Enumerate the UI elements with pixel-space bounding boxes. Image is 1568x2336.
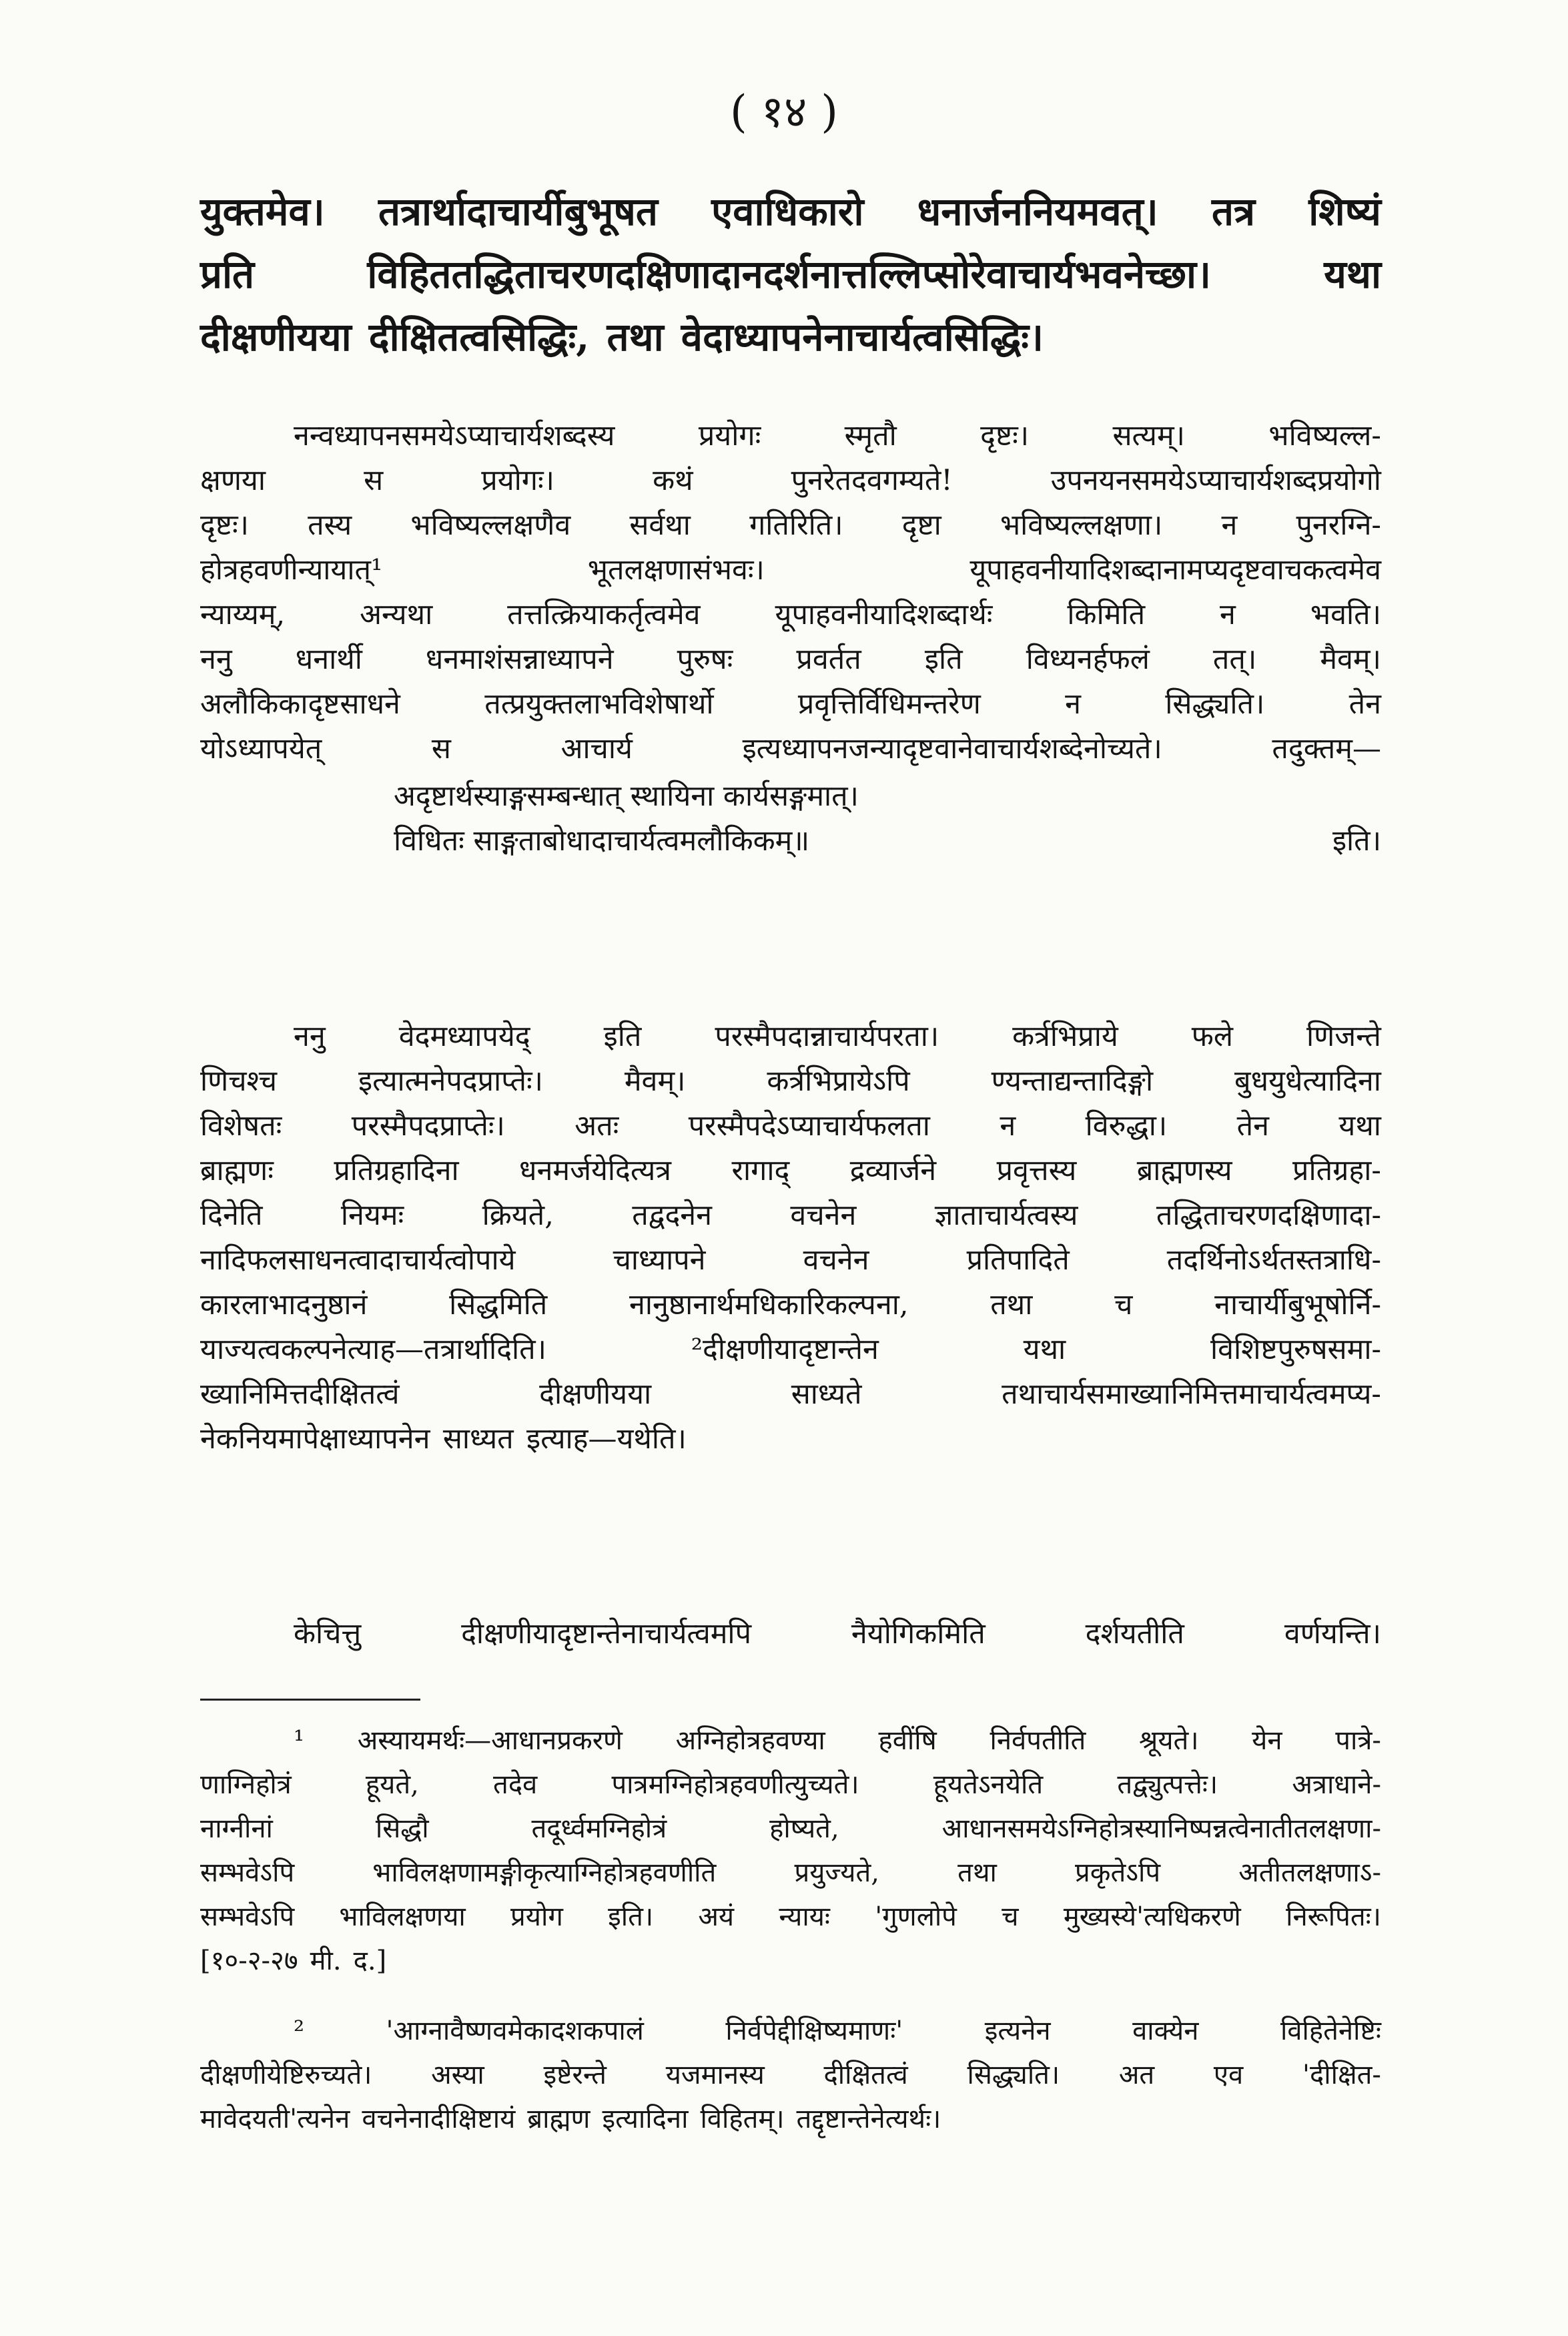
word: इत्यध्यापनजन्यादृष्टवानेवाचार्यशब्देनोच्यते। — [742, 732, 1162, 766]
word: वचनेन — [790, 1199, 857, 1232]
word: यथा — [1324, 252, 1381, 297]
word: नाग्नीनां — [200, 1813, 273, 1844]
word: तत्। — [1212, 643, 1257, 676]
commentary-line — [200, 1238, 1381, 1283]
commentary-line — [200, 1059, 1381, 1104]
word: अग्निहोत्रहवण्या — [675, 1725, 825, 1756]
word: अत — [1118, 2060, 1155, 2090]
word: हूयतेऽनयेति — [933, 1769, 1044, 1800]
word: सिद्धमिति — [449, 1288, 548, 1322]
word: दीक्षणीयेष्टिरुच्यते। — [200, 2060, 372, 2090]
word: सर्वथा — [629, 509, 691, 542]
word: उपनयनसमयेऽप्याचार्यशब्दप्रयोगो — [1050, 464, 1381, 497]
word: वचनेन — [803, 1243, 869, 1277]
word: क्षणया — [200, 464, 266, 497]
word: न — [1220, 598, 1236, 631]
word: निर्वपतीति — [990, 1725, 1086, 1756]
commentary-line — [200, 1417, 1381, 1462]
word: शिष्यं — [1308, 189, 1381, 234]
word: पात्रमग्निहोत्रहवणीत्युच्यते। — [611, 1769, 859, 1800]
footnote-line — [200, 1851, 1381, 1895]
word: कथं — [653, 464, 693, 497]
word: भविष्यल्ल- — [1268, 419, 1381, 453]
word: ब्राह्मणः — [200, 1154, 274, 1187]
word: सम्भवेऽपि — [200, 1857, 295, 1888]
word: तद्धिताचरणदक्षिणादा- — [1156, 1199, 1381, 1232]
word: आचार्य — [560, 732, 633, 766]
word: एव — [1213, 2060, 1244, 2090]
word: आधानसमयेऽग्निहोत्रस्यानिष्पन्नत्वेनातीतलक्षणा- — [941, 1813, 1381, 1844]
word: प्रयोगः। — [481, 464, 554, 497]
word: धनार्थी — [295, 643, 362, 676]
word: ² — [294, 2016, 305, 2046]
word: तदूर्ध्वमग्निहोत्रं — [531, 1813, 667, 1844]
word: प्रकृतेऽपि — [1075, 1857, 1161, 1888]
word: तत्र — [1211, 189, 1256, 234]
word: तद्व्युत्पत्तेः। — [1117, 1769, 1218, 1800]
word: विहिततद्धिताचरणदक्षिणादानदर्शनात्तल्लिप्सोरेवाचार्यभवनेच्छा। — [367, 252, 1212, 297]
word: ²दीक्षणीयादृष्टान्तेन — [691, 1333, 879, 1366]
word: तथा — [957, 1857, 997, 1888]
word: वेदमध्यापयेद् — [398, 1020, 530, 1053]
word: पात्रे- — [1335, 1725, 1381, 1756]
footnote-line — [200, 2053, 1381, 2097]
word: तथाचार्यसमाख्यानिमित्तमाचार्यत्वमप्य- — [1002, 1378, 1381, 1411]
word: इति। — [608, 1902, 654, 1932]
word: इति — [603, 1020, 642, 1053]
word: कर्त्रभिप्राये — [1012, 1020, 1118, 1053]
word: विरुद्धा। — [1085, 1109, 1168, 1143]
word: क्रियते, — [482, 1199, 554, 1232]
word: विहितम्। — [700, 2104, 785, 2134]
word: न्यायः — [779, 1902, 831, 1932]
word: तत्प्रयुक्तलाभविशेषार्थो — [484, 687, 714, 721]
word: यथा — [1023, 1333, 1066, 1366]
main-line — [200, 306, 1381, 368]
footnote-line — [200, 1763, 1381, 1807]
word: यूपाहवनीयादिशब्दानामप्यदृष्टवाचकत्वमेव — [969, 553, 1381, 587]
word: नानुष्ठानार्थमधिकारिकल्पना, — [629, 1288, 909, 1322]
word: इति — [924, 643, 963, 676]
word: फले — [1191, 1020, 1234, 1053]
word: दृष्टा — [901, 509, 941, 542]
word: प्रतिपादिते — [966, 1243, 1070, 1277]
word: सिद्धौ — [375, 1813, 429, 1844]
commentary-line — [200, 548, 1381, 593]
verse-line — [394, 774, 1381, 819]
word: वर्णयन्ति। — [1284, 1617, 1381, 1651]
word: प्रवृत्तस्य — [996, 1154, 1077, 1187]
word: तत्रार्थादाचार्यीबुभूषत — [378, 189, 658, 234]
word: [१०-२-२७ — [200, 1946, 298, 1976]
word: णाग्निहोत्रं — [200, 1769, 292, 1800]
word: भविष्यल्लक्षणैव — [410, 509, 571, 542]
word: चाध्यापने — [613, 1243, 706, 1277]
commentary-line — [200, 1149, 1381, 1193]
word: ज्ञाताचार्यत्वस्य — [934, 1199, 1078, 1232]
word: ब्राह्मणस्य — [1136, 1154, 1232, 1187]
word: विहितेनेष्टिः — [1280, 2016, 1381, 2046]
footnote-2 — [200, 2009, 1381, 2141]
word: प्रति — [200, 252, 255, 297]
word: नन्वध्यापनसमयेऽप्याचार्यशब्दस्य — [294, 419, 615, 453]
commentary-line — [200, 459, 1381, 503]
word: इष्टेरन्ते — [543, 2060, 607, 2090]
word: प्रवर्तत — [796, 643, 861, 676]
word: न — [1221, 509, 1238, 542]
word: णिजन्ते — [1306, 1020, 1381, 1053]
word: अस्यायमर्थः—आधानप्रकरणे — [357, 1725, 623, 1756]
word: स्मृतौ — [844, 419, 897, 453]
commentary-paragraph-3 — [200, 1612, 1381, 1657]
word: होष्यते, — [769, 1813, 839, 1844]
verse-text: विधितः साङ्गताबोधादाचार्यत्वमलौकिकम्॥ — [394, 824, 810, 858]
word: 'दीक्षित- — [1302, 2060, 1381, 2090]
word: 'आग्नावैष्णवमेकादशकपालं — [386, 2016, 644, 2046]
word: युक्तमेव। — [200, 189, 325, 234]
word: नेकनियमापेक्षाध्यापनेन — [200, 1422, 430, 1456]
page-number: ( १४ ) — [729, 86, 839, 137]
word: साध्यत — [442, 1422, 514, 1456]
word: तदुक्तम्— — [1272, 732, 1381, 766]
word: वचनेनादीक्षिष्टायं — [362, 2104, 516, 2134]
word: हूयते, — [365, 1769, 419, 1800]
footnote-1 — [200, 1719, 1381, 1983]
word: अन्यथा — [360, 598, 433, 631]
footnote-separator — [200, 1699, 420, 1701]
word: ण्यन्ताद्यन्तादिङ्गो — [991, 1065, 1154, 1098]
word: दीक्षणीयादृष्टान्तेनाचार्यत्वमपि — [461, 1617, 751, 1651]
word: ननु — [294, 1020, 326, 1053]
word: याज्यत्वकल्पनेत्याह—तत्रार्थादिति। — [200, 1333, 546, 1366]
word: धनार्जननियमवत्। — [917, 189, 1158, 234]
word: होत्रहवणीन्यायात्¹ — [200, 553, 383, 587]
footnote-line — [200, 1807, 1381, 1851]
word: गतिरिति। — [749, 509, 843, 542]
main-text — [200, 180, 1381, 368]
word: योऽध्यापयेत् — [200, 732, 322, 766]
verse-text: अदृष्टार्थस्याङ्गसम्बन्धात् स्थायिना कार्यसङ्गमात्। — [394, 780, 859, 813]
word: इत्याह—यथेति। — [526, 1422, 687, 1456]
footnote-line — [200, 1719, 1381, 1763]
verse-end-marker: इति। — [1332, 824, 1381, 858]
word: सत्यम्। — [1112, 419, 1185, 453]
word: ¹ — [294, 1725, 305, 1756]
word: केचित्तु — [294, 1617, 362, 1651]
word: परस्मैपदप्राप्तेः। — [351, 1109, 505, 1143]
word: मैवम्। — [624, 1065, 686, 1098]
verse-quote — [394, 774, 1381, 864]
word: यूपाहवनीयादिशब्दार्थः — [775, 598, 993, 631]
word: भाविलक्षणामङ्गीकृत्याग्निहोत्रहवणीति — [372, 1857, 717, 1888]
word: स — [364, 464, 384, 497]
commentary-line — [200, 593, 1381, 637]
word: विशेषतः — [200, 1109, 282, 1143]
word: अलौकिकादृष्टसाधने — [200, 687, 400, 721]
word: तदर्थिनोऽर्थतस्तत्राधि- — [1166, 1243, 1381, 1277]
commentary-line — [200, 1014, 1381, 1059]
commentary-line — [200, 1104, 1381, 1149]
word: द्रव्यार्जने — [849, 1154, 937, 1187]
word: किमिति — [1067, 598, 1146, 631]
word: कारलाभादनुष्ठानं — [200, 1288, 368, 1322]
word: सम्भवेऽपि — [200, 1902, 295, 1932]
commentary-line — [200, 637, 1381, 682]
word: नाचार्यीबुभूषोर्नि- — [1214, 1288, 1381, 1322]
word: यजमानस्य — [665, 2060, 765, 2090]
word: श्रूयते। — [1139, 1725, 1199, 1756]
footnote-line — [200, 2097, 1381, 2141]
word: तथा — [607, 314, 664, 360]
word: ख्यानिमित्तदीक्षितत्वं — [200, 1378, 400, 1411]
verse-line — [394, 819, 1381, 864]
word: अस्या — [431, 2060, 484, 2090]
word: वेदाध्यापनेनाचार्यत्वसिद्धिः। — [681, 314, 1044, 360]
word: स — [431, 732, 451, 766]
word: भूतलक्षणासंभवः। — [587, 553, 765, 587]
word: एवाधिकारो — [711, 189, 864, 234]
word: न — [1065, 687, 1082, 721]
word: साध्यते — [791, 1378, 862, 1411]
word: प्रतिग्रहा- — [1292, 1154, 1381, 1187]
word: तेन — [1348, 687, 1381, 721]
word: दिनेति — [200, 1199, 263, 1232]
commentary-line — [200, 1612, 1381, 1657]
word: अतः — [574, 1109, 619, 1143]
commentary-paragraph-1 — [200, 414, 1381, 772]
footnote-line — [200, 2009, 1381, 2053]
word: निरूपितः। — [1286, 1902, 1381, 1932]
main-line — [200, 180, 1381, 243]
word: मी. — [310, 1946, 342, 1976]
word: भवति। — [1310, 598, 1381, 631]
word: भाविलक्षणया — [339, 1902, 466, 1932]
footnote-line — [200, 1939, 1381, 1983]
word: येन — [1252, 1725, 1282, 1756]
word: परस्मैपदान्नाचार्यपरता। — [715, 1020, 939, 1053]
commentary-line — [200, 1372, 1381, 1417]
word: प्रतिग्रहादिना — [334, 1154, 459, 1187]
word: ननु — [200, 643, 232, 676]
word: नियमः — [340, 1199, 404, 1232]
word: विशिष्टपुरुषसमा- — [1210, 1333, 1381, 1366]
word: हवींषि — [878, 1725, 937, 1756]
word: दीक्षितत्वं — [823, 2060, 908, 2090]
word: मावेदयती'त्यनेन — [200, 2104, 350, 2134]
word: प्रयोग — [510, 1902, 563, 1932]
word: 'गुणलोपे — [875, 1902, 957, 1932]
word: प्रयोगः — [698, 419, 761, 453]
commentary-line — [200, 682, 1381, 727]
word: न — [1000, 1109, 1016, 1143]
word: कर्त्रभिप्रायेऽपि — [767, 1065, 910, 1098]
word: रागाद् — [731, 1154, 790, 1187]
word: पुनरेतदवगम्यते! — [791, 464, 953, 497]
word: नादिफलसाधनत्वादाचार्यत्वोपाये — [200, 1243, 516, 1277]
word: ब्राह्मण — [527, 2104, 591, 2134]
word: इत्यनेन — [984, 2016, 1051, 2046]
commentary-line — [200, 1193, 1381, 1238]
commentary-line — [200, 1283, 1381, 1328]
commentary-line — [200, 727, 1381, 772]
word: तस्य — [308, 509, 352, 542]
main-line — [200, 243, 1381, 306]
word: दृष्टः। — [200, 509, 249, 542]
footnote-line — [200, 1895, 1381, 1939]
word: मुख्यस्ये'त्यधिकरणे — [1063, 1902, 1241, 1932]
word: धनमर्जयेदित्यत्र — [519, 1154, 672, 1187]
word: न्याय्यम्, — [200, 598, 286, 631]
word: सिद्ध्यति। — [1165, 687, 1265, 721]
word: नैयोगिकमिति — [851, 1617, 986, 1651]
word: वाक्येन — [1132, 2016, 1199, 2046]
word: यथा — [1338, 1109, 1381, 1143]
word: तत्तत्क्रियाकर्तृत्वमेव — [507, 598, 701, 631]
word: अत्राधाने- — [1292, 1769, 1381, 1800]
commentary-line — [200, 1328, 1381, 1372]
word: निर्वपेद्दीक्षिष्यमाणः' — [725, 2016, 903, 2046]
word: तथा — [990, 1288, 1033, 1322]
word: बुधयुधेत्यादिना — [1234, 1065, 1381, 1098]
word: णिचश्च — [200, 1065, 278, 1098]
word: पुनरग्नि- — [1296, 509, 1381, 542]
word: तेन — [1236, 1109, 1269, 1143]
word: इत्यादिना — [602, 2104, 689, 2134]
word: धनमाशंसन्नाध्यापने — [425, 643, 614, 676]
word: दर्शयतीति — [1085, 1617, 1184, 1651]
commentary-line — [200, 503, 1381, 548]
word: अतीतलक्षणाऽ- — [1238, 1857, 1381, 1888]
commentary-line — [200, 414, 1381, 459]
word: द.] — [353, 1946, 387, 1976]
word: च — [1114, 1288, 1133, 1322]
word: तदेव — [493, 1769, 538, 1800]
word: पुरुषः — [677, 643, 733, 676]
word: प्रवृत्तिर्विधिमन्तरेण — [797, 687, 981, 721]
word: मैवम्। — [1320, 643, 1381, 676]
word: दीक्षणीयया — [539, 1378, 652, 1411]
word: विध्यनर्हफलं — [1026, 643, 1150, 676]
word: अयं — [698, 1902, 735, 1932]
word: प्रयुज्यते, — [794, 1857, 880, 1888]
word: सिद्ध्यति। — [967, 2060, 1060, 2090]
commentary-paragraph-2 — [200, 1014, 1381, 1462]
word: तद्वदनेन — [632, 1199, 713, 1232]
word: तद्दृष्टान्तेनेत्यर्थः। — [796, 2104, 941, 2134]
word: च — [1002, 1902, 1019, 1932]
word: परस्मैपदेऽप्याचार्यफलता — [688, 1109, 930, 1143]
word: इत्यात्मनेपदप्राप्तेः। — [358, 1065, 543, 1098]
word: दीक्षणीयया — [200, 314, 352, 360]
word: भविष्यल्लक्षणा। — [1000, 509, 1163, 542]
word: दीक्षितत्वसिद्धिः, — [368, 314, 590, 360]
word: दृष्टः। — [980, 419, 1030, 453]
